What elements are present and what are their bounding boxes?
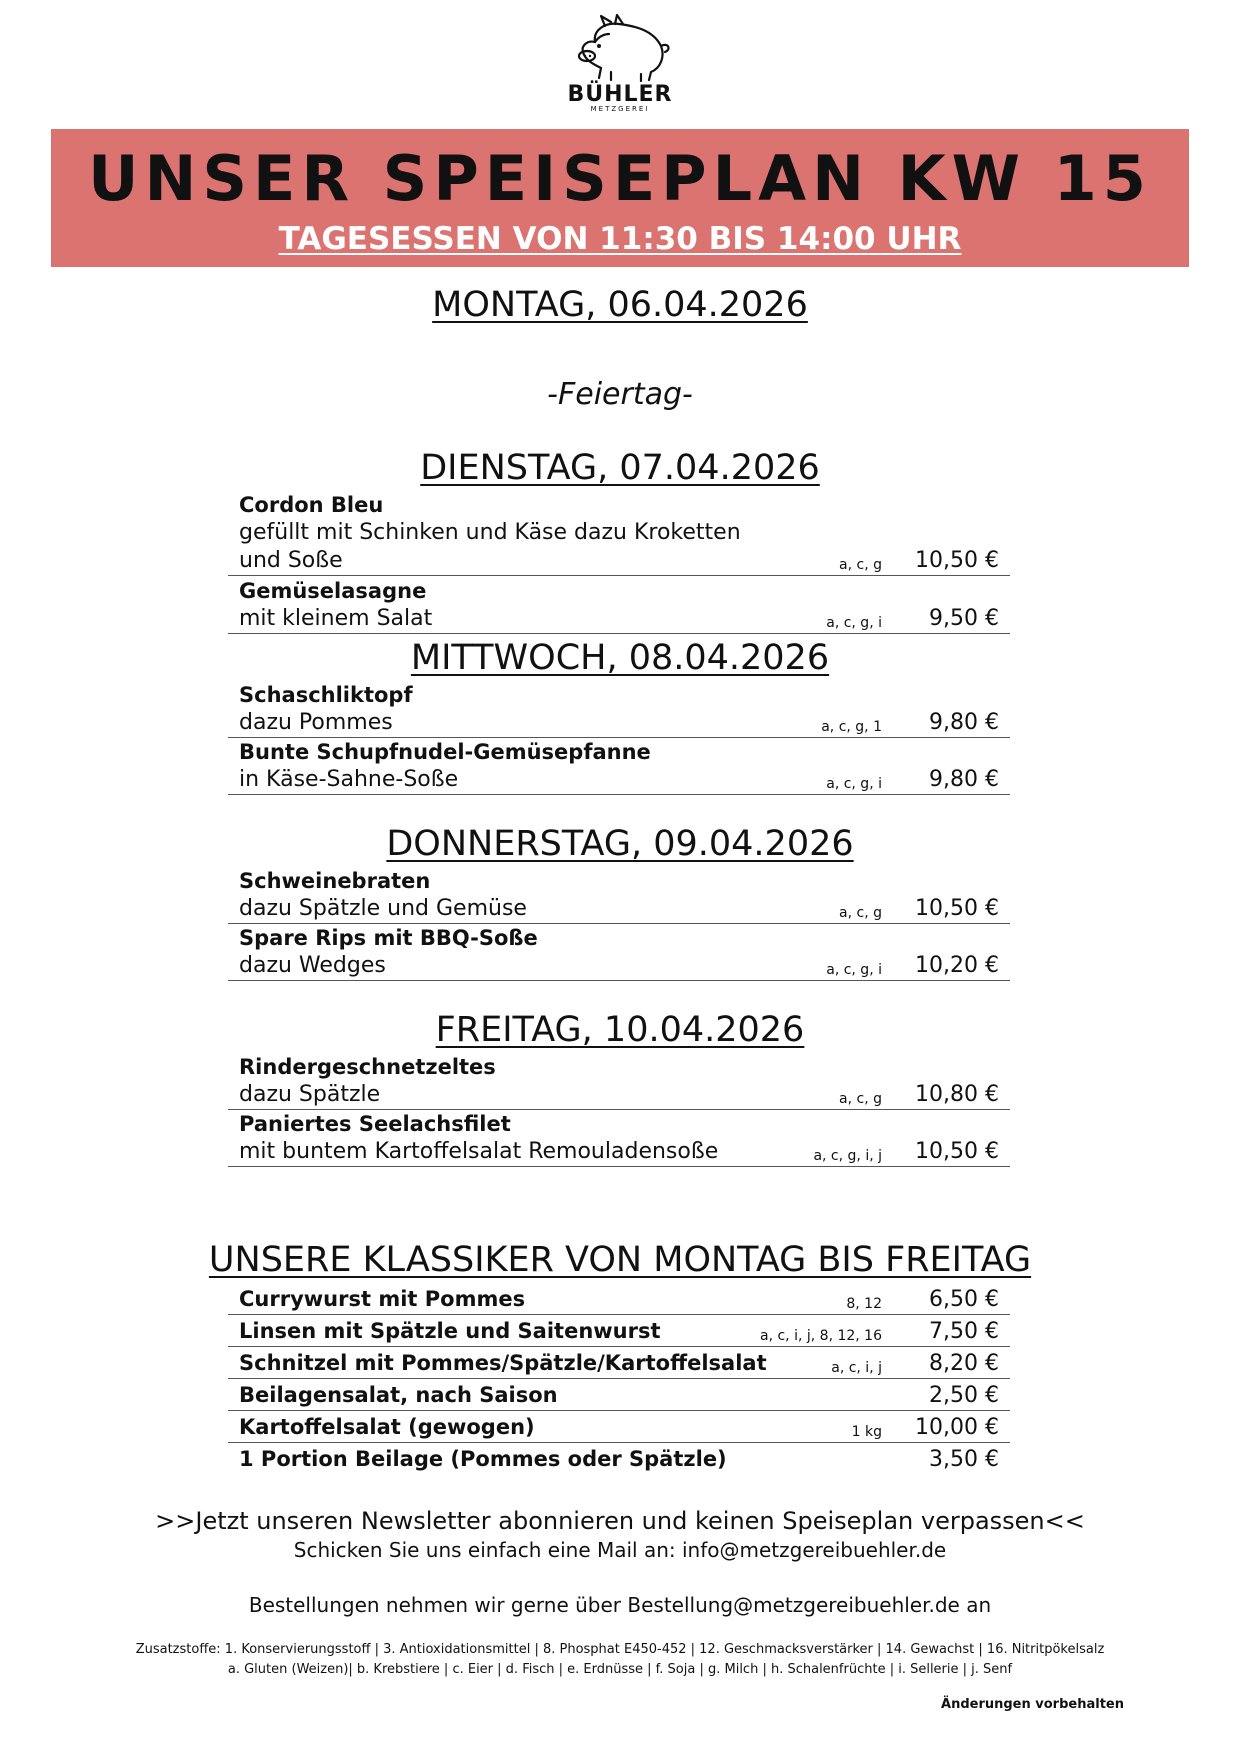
- brand-name: BÜHLER: [567, 82, 673, 107]
- item-price: 10,20 €: [915, 953, 999, 978]
- menu-item: [228, 738, 1010, 795]
- item-name: 1 Portion Beilage (Pommes oder Spätzle): [239, 1447, 727, 1471]
- item-price: 2,50 €: [929, 1383, 999, 1408]
- item-allergens: 1 kg: [851, 1424, 882, 1440]
- item-allergens: a, c, g, i: [826, 615, 882, 631]
- item-price: 10,00 €: [915, 1415, 999, 1440]
- item-description: dazu Wedges: [239, 953, 386, 978]
- day-heading-wednesday: MITTWOCH, 08.04.2026: [410, 638, 830, 678]
- menu-item: [228, 924, 1010, 981]
- newsletter-mail: Schicken Sie uns einfach eine Mail an: info@metzgereibuehler.de: [293, 1538, 947, 1562]
- item-name: Spare Rips mit BBQ-Soße: [239, 926, 538, 950]
- item-description: gefüllt mit Schinken und Käse dazu Kroketten und Soße: [239, 520, 741, 573]
- item-name: Rindergeschnetzeltes: [239, 1055, 496, 1079]
- classics-row: [228, 1315, 1010, 1347]
- opening-hours: TAGESESSEN VON 11:30 BIS 14:00 UHR: [278, 221, 962, 257]
- item-allergens: a, c, g, i: [826, 776, 882, 792]
- menu-item: [228, 491, 1010, 576]
- item-allergens: a, c, g, i, j: [813, 1148, 882, 1164]
- item-name: Schnitzel mit Pommes/Spätzle/Kartoffelsalat: [239, 1351, 767, 1375]
- newsletter-callout: >>Jetzt unseren Newsletter abonnieren und keinen Speiseplan verpassen<<: [155, 1507, 1085, 1535]
- item-price: 7,50 €: [929, 1319, 999, 1344]
- day-heading-monday: MONTAG, 06.04.2026: [432, 285, 808, 325]
- item-price: 9,80 €: [929, 710, 999, 735]
- classics-heading: UNSERE KLASSIKER VON MONTAG BIS FREITAG: [208, 1240, 1032, 1280]
- item-price: 9,80 €: [929, 767, 999, 792]
- classics-row: [228, 1379, 1010, 1411]
- item-name: Beilagensalat, nach Saison: [239, 1383, 558, 1407]
- item-name: Kartoffelsalat (gewogen): [239, 1415, 535, 1439]
- item-price: 10,50 €: [915, 548, 999, 573]
- menu-item: [228, 681, 1010, 738]
- item-description: dazu Pommes: [239, 710, 393, 735]
- item-name: Cordon Bleu: [239, 493, 384, 517]
- item-price: 10,50 €: [915, 896, 999, 921]
- item-description: dazu Spätzle: [239, 1082, 381, 1107]
- menu-item: [228, 577, 1010, 634]
- allergens-legend: a. Gluten (Weizen)| b. Krebstiere | c. Eier | d. Fisch | e. Erdnüsse | f. Soja | g. Milch | h. Schalenfrüchte | i. Sellerie | j. Senf: [227, 1662, 1013, 1677]
- classics-row: [228, 1411, 1010, 1443]
- holiday-note: -Feiertag-: [547, 377, 693, 412]
- item-description: mit kleinem Salat: [239, 606, 433, 631]
- day-heading-friday: FREITAG, 10.04.2026: [435, 1010, 805, 1050]
- item-allergens: a, c, g, i: [826, 962, 882, 978]
- item-name: Schaschliktopf: [239, 683, 413, 707]
- brand-subtitle: METZGEREI: [590, 105, 650, 113]
- item-description: dazu Spätzle und Gemüse: [239, 896, 527, 921]
- item-name: Schweinebraten: [239, 869, 431, 893]
- item-price: 6,50 €: [929, 1287, 999, 1312]
- item-allergens: a, c, g, 1: [821, 719, 882, 735]
- page-title: UNSER SPEISEPLAN KW 15: [88, 142, 1152, 215]
- pig-icon: [565, 12, 675, 84]
- item-allergens: a, c, g: [839, 905, 882, 921]
- item-price: 10,80 €: [915, 1082, 999, 1107]
- item-name: Currywurst mit Pommes: [239, 1287, 526, 1311]
- item-allergens: a, c, g: [839, 557, 882, 573]
- classics-row: [228, 1283, 1010, 1315]
- header-banner: [51, 129, 1189, 267]
- changes-reserved-note: Änderungen vorbehalten: [941, 1697, 1124, 1712]
- item-name: Paniertes Seelachsfilet: [239, 1112, 511, 1136]
- item-name: Gemüselasagne: [239, 579, 427, 603]
- item-price: 8,20 €: [929, 1351, 999, 1376]
- menu-item: [228, 867, 1010, 924]
- item-allergens: a, c, i, j: [831, 1360, 882, 1376]
- item-price: 9,50 €: [929, 606, 999, 631]
- day-heading-thursday: DONNERSTAG, 09.04.2026: [386, 824, 854, 864]
- day-heading-tuesday: DIENSTAG, 07.04.2026: [420, 448, 820, 488]
- logo: [0, 12, 1240, 124]
- item-allergens: a, c, g: [839, 1091, 882, 1107]
- menu-item: [228, 1053, 1010, 1110]
- classics-row: [228, 1443, 1010, 1474]
- item-name: Bunte Schupfnudel-Gemüsepfanne: [239, 740, 651, 764]
- additives-legend: Zusatzstoffe: 1. Konservierungsstoff | 3. Antioxidationsmittel | 8. Phosphat E450-452 | 12. Geschmacksverstärker | 14. Gewachst | 16. Nitritpökelsalz: [135, 1642, 1105, 1657]
- order-info: Bestellungen nehmen wir gerne über Bestellung@metzgereibuehler.de an: [248, 1593, 992, 1617]
- item-description: mit buntem Kartoffelsalat Remouladensoße: [239, 1139, 719, 1164]
- item-allergens: 8, 12: [846, 1296, 882, 1312]
- item-price: 10,50 €: [915, 1139, 999, 1164]
- classics-row: [228, 1347, 1010, 1379]
- menu-item: [228, 1110, 1010, 1167]
- item-description: in Käse-Sahne-Soße: [239, 767, 459, 792]
- item-name: Linsen mit Spätzle und Saitenwurst: [239, 1319, 661, 1343]
- item-allergens: a, c, i, j, 8, 12, 16: [760, 1328, 882, 1344]
- item-price: 3,50 €: [929, 1447, 999, 1472]
